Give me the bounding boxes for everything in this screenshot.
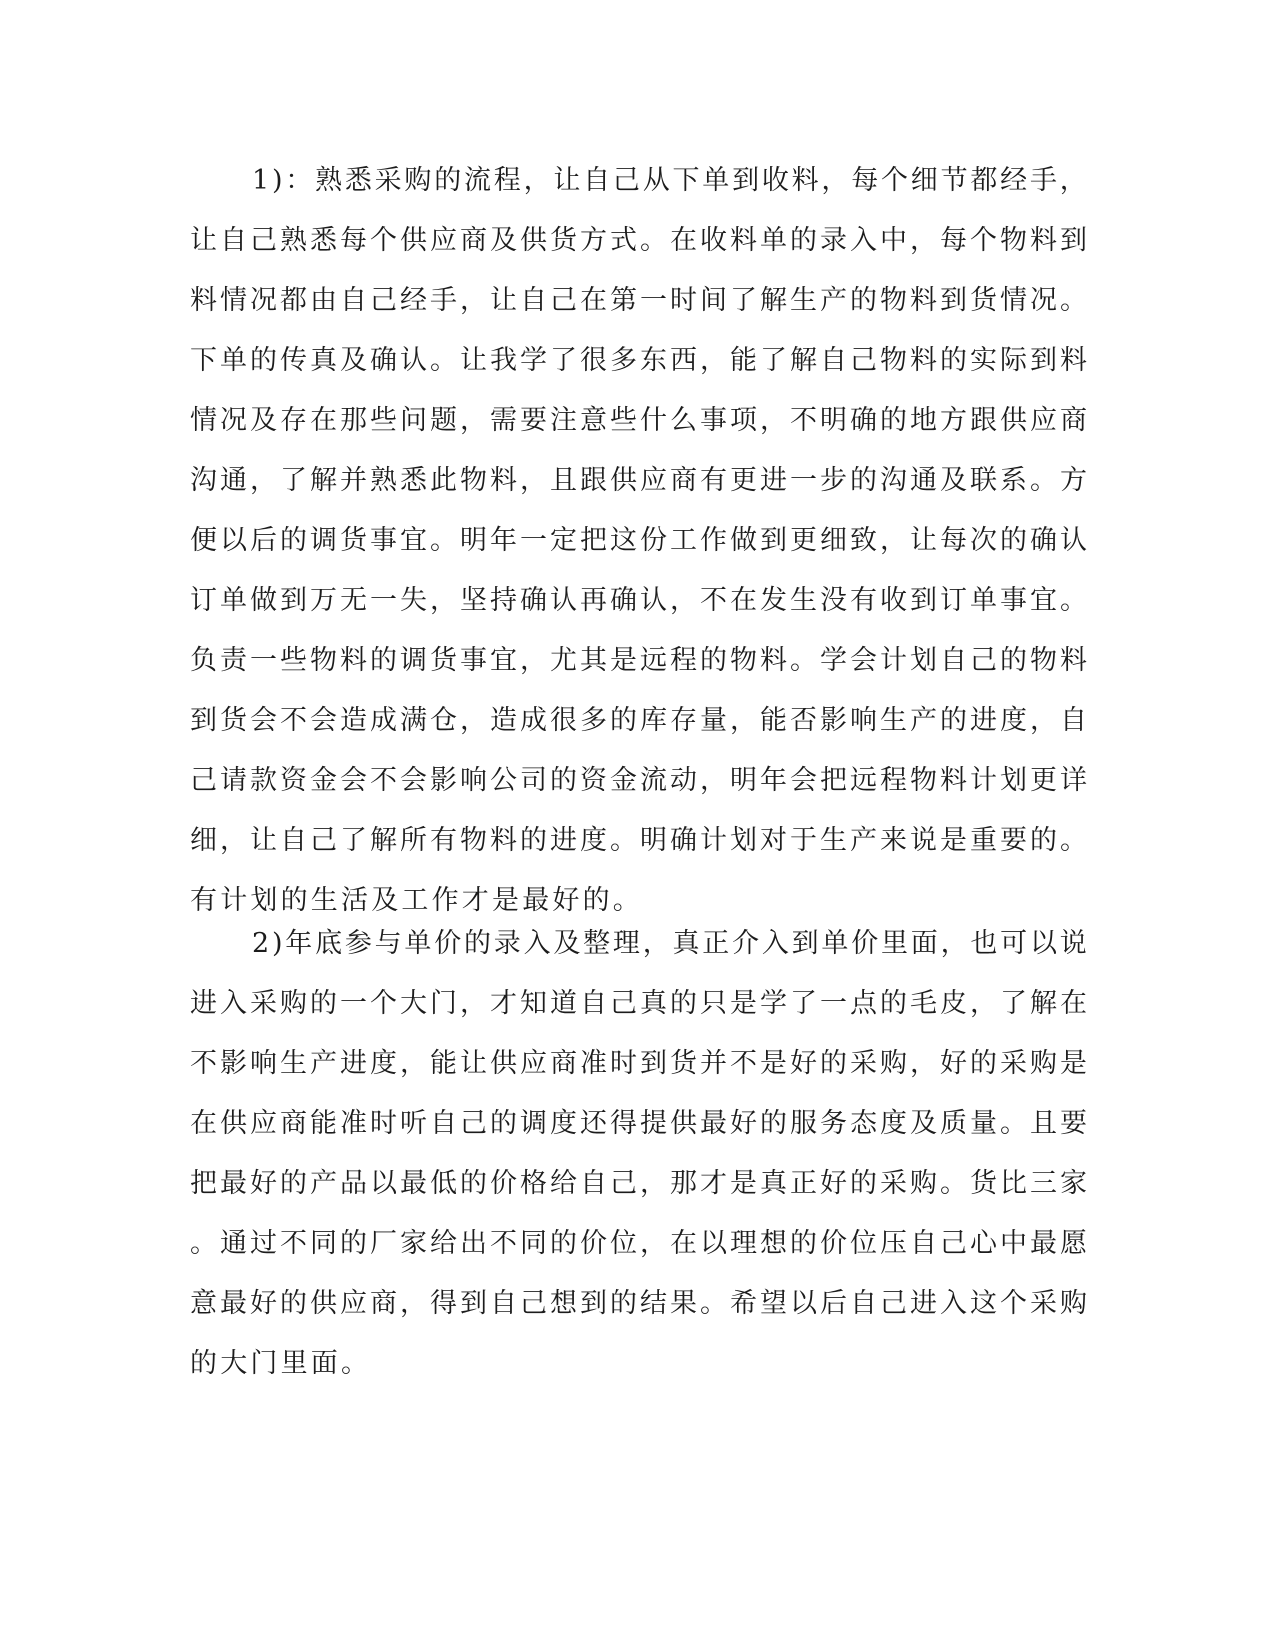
paragraph-line: 有计划的生活及工作才是最好的。	[190, 885, 643, 916]
paragraph-line: 沟通，了解并熟悉此物料，且跟供应商有更进一步的沟通及联系。方	[190, 465, 1090, 496]
paragraph-line: 让自己熟悉每个供应商及供货方式。在收料单的录入中，每个物料到	[190, 225, 1090, 256]
paragraph-line: 。通过不同的厂家给出不同的价位，在以理想的价位压自己心中最愿	[190, 1228, 1090, 1259]
paragraph-line: 1)：熟悉采购的流程，让自己从下单到收料，每个细节都经手，	[252, 165, 1090, 196]
paragraph-line: 订单做到万无一失，坚持确认再确认，不在发生没有收到订单事宜。	[190, 585, 1090, 616]
paragraph-line: 情况及存在那些问题，需要注意些什么事项，不明确的地方跟供应商	[190, 405, 1090, 436]
paragraph-line: 的大门里面。	[190, 1348, 372, 1379]
paragraph-line: 负责一些物料的调货事宜，尤其是远程的物料。学会计划自己的物料	[190, 645, 1090, 676]
paragraph-line: 把最好的产品以最低的价格给自己，那才是真正好的采购。货比三家	[190, 1168, 1090, 1199]
paragraph-line: 下单的传真及确认。让我学了很多东西，能了解自己物料的实际到料	[190, 345, 1090, 376]
paragraph-line: 到货会不会造成满仓，造成很多的库存量，能否影响生产的进度，自	[190, 705, 1090, 736]
paragraph-line: 细，让自己了解所有物料的进度。明确计划对于生产来说是重要的。	[190, 825, 1090, 856]
paragraph-line: 在供应商能准时听自己的调度还得提供最好的服务态度及质量。且要	[190, 1108, 1090, 1139]
paragraph-line: 意最好的供应商，得到自己想到的结果。希望以后自己进入这个采购	[190, 1288, 1090, 1319]
paragraph-line: 便以后的调货事宜。明年一定把这份工作做到更细致，让每次的确认	[190, 525, 1090, 556]
paragraph-line: 料情况都由自己经手，让自己在第一时间了解生产的物料到货情况。	[190, 285, 1090, 316]
paragraph-line: 进入采购的一个大门，才知道自己真的只是学了一点的毛皮，了解在	[190, 988, 1090, 1019]
paragraph-line: 2)年底参与单价的录入及整理，真正介入到单价里面，也可以说	[252, 928, 1090, 959]
paragraph-line: 己请款资金会不会影响公司的资金流动，明年会把远程物料计划更详	[190, 765, 1090, 796]
paragraph-line: 不影响生产进度，能让供应商准时到货并不是好的采购，好的采购是	[190, 1048, 1090, 1079]
